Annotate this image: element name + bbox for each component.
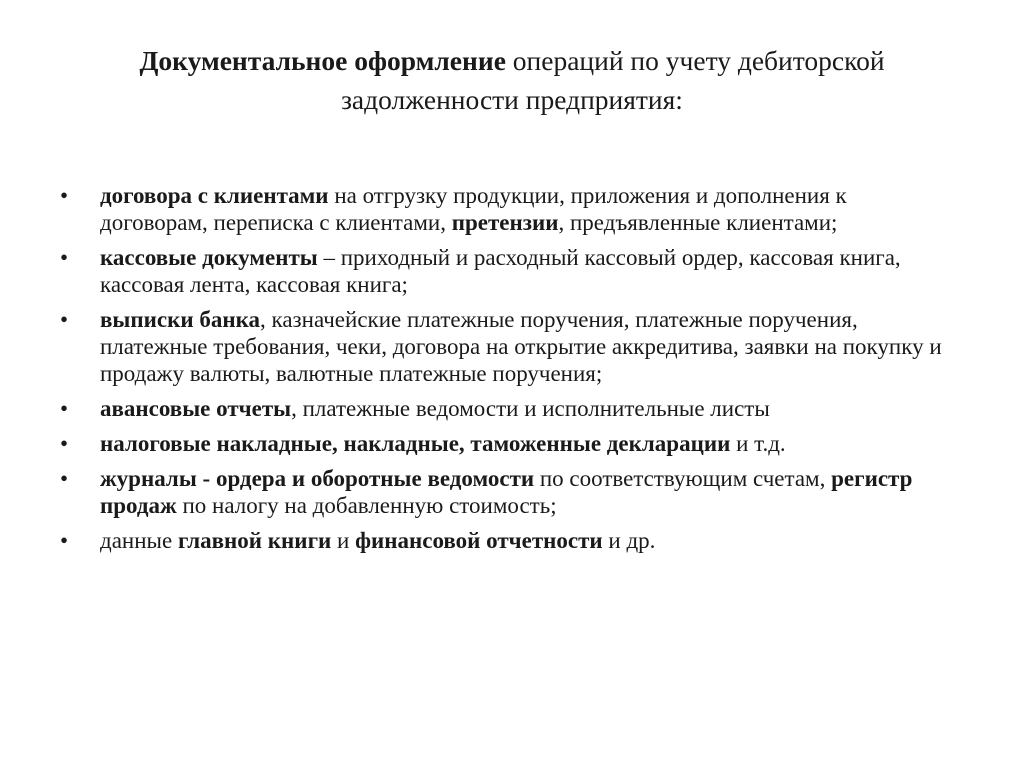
bullet-dot: • (60, 183, 69, 208)
title-line-2: задолженности предприятия: (341, 84, 683, 115)
bullet-dot: • (60, 307, 69, 332)
bullet-dot: • (60, 528, 69, 553)
bullet-text-bold-run: кассовые документы (100, 245, 318, 270)
bullet-text-run: и т.д. (730, 431, 786, 456)
bullet-dot: • (60, 245, 69, 270)
bullet-text-bold-run: журналы - ордера и оборотные ведомости (100, 466, 535, 491)
bullet-list (0, 182, 1024, 562)
bullet-text-run: данные (100, 528, 178, 553)
bullet-dot: • (60, 396, 69, 421)
bullet-text-bold-run: финансовой отчетности (355, 528, 603, 553)
bullet-text-bold-run: налоговые накладные, накладные, таможенные декларации (100, 431, 731, 456)
bullet-text (100, 528, 655, 553)
bullet-dot: • (60, 466, 69, 491)
bullet-text-run: по соответствующим счетам, (534, 466, 832, 491)
bullet-text-run: , платежные ведомости и исполнительные листы (291, 396, 770, 421)
bullet-text-bold-run: выписки банка (100, 307, 261, 332)
bullet-text-run: и др. (602, 528, 656, 553)
title-rest-part: операций по учету дебиторской (505, 45, 885, 76)
bullet-item (0, 244, 1024, 298)
bullet-text (100, 307, 942, 386)
bullet-item (0, 465, 1024, 519)
bullet-text (100, 466, 912, 518)
bullet-item (0, 430, 1024, 457)
bullet-item (0, 182, 1024, 236)
bullet-text-run: по налогу на добавленную стоимость; (176, 493, 557, 518)
bullet-text-bold-run: авансовые отчеты (100, 396, 292, 421)
bullet-text (100, 431, 786, 456)
bullet-item (0, 395, 1024, 422)
bullet-item (0, 527, 1024, 554)
bullet-text-bold-run: регистр продаж (100, 466, 913, 518)
bullet-text-run: – приходный и расходный кассовый ордер, кассовая книга, кассовая лента, кассовая книга; (100, 245, 901, 297)
bullet-text-run: , казначейские платежные поручения, платежные поручения, платежные требования, чеки, договора на открытие аккредитива, заявки на покупку и продажу валюты, валютные платежные поручения; (100, 307, 942, 386)
title-bold-part: Документальное оформление (139, 45, 506, 76)
bullet-text (100, 183, 847, 235)
bullet-text-bold-run: договора с клиентами (100, 183, 329, 208)
bullet-text-bold-run: главной книги (177, 528, 332, 553)
slide-title (60, 41, 964, 119)
bullet-item (0, 306, 1024, 387)
bullet-text (100, 245, 901, 297)
bullet-text-run: , предъявленные клиентами; (558, 210, 838, 235)
bullet-dot: • (60, 431, 69, 456)
bullet-text-bold-run: претензии (451, 210, 559, 235)
bullet-text-run: и (331, 528, 356, 553)
bullet-text (100, 396, 770, 421)
bullet-text-run: на отгрузку продукции, приложения и дополнения к договорам, переписка с клиентами, (100, 183, 847, 235)
